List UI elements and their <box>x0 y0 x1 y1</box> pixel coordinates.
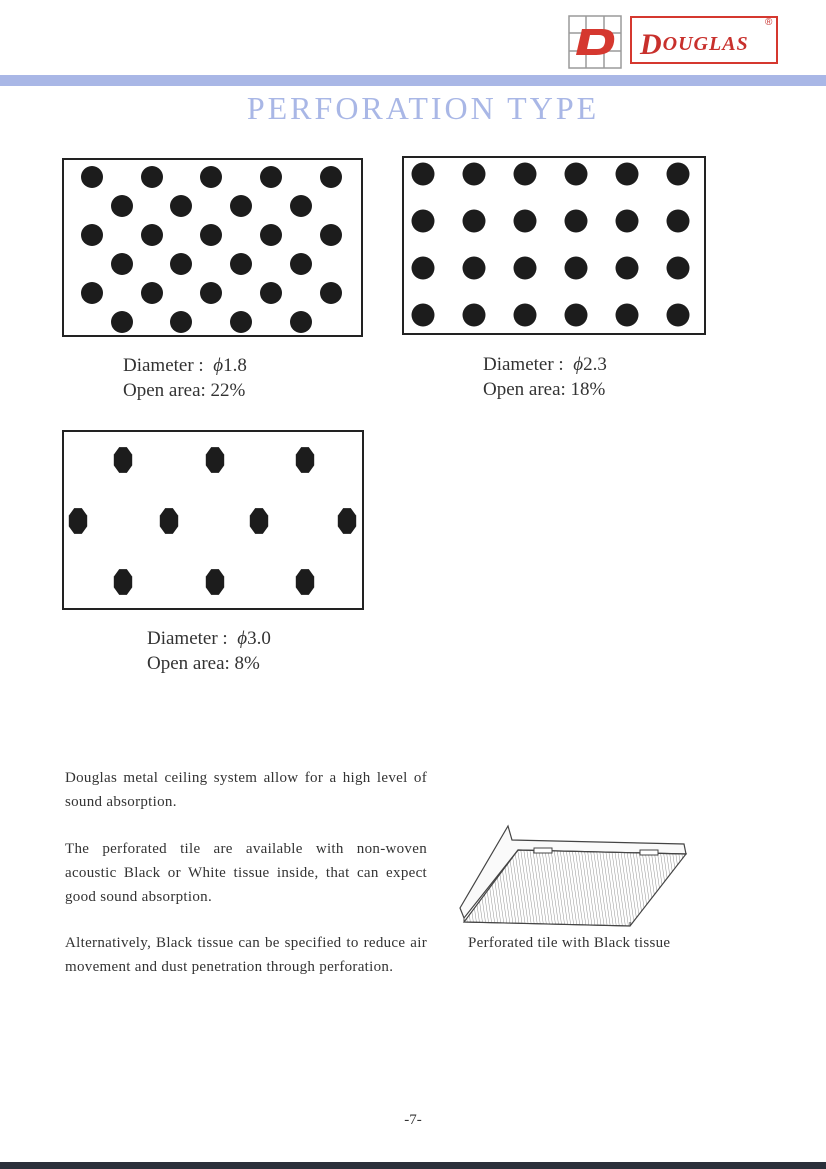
perforation-hole <box>114 569 132 595</box>
perforation-hole <box>412 257 435 280</box>
perforation-hole <box>260 166 282 188</box>
perforation-hole <box>230 253 252 275</box>
perforation-hole <box>463 257 486 280</box>
perforation-hole <box>170 195 192 217</box>
perforation-hole <box>412 210 435 233</box>
perforation-panel-1 <box>62 158 363 337</box>
perforation-hole <box>200 166 222 188</box>
diameter-symbol-icon: ϕ <box>213 355 224 376</box>
perforation-hole <box>250 508 268 534</box>
perforation-panel-2 <box>402 156 706 335</box>
perforation-hole <box>290 253 312 275</box>
perforation-hole <box>170 253 192 275</box>
perforation-hole <box>111 195 133 217</box>
perforation-caption-3: Diameter : ϕ3.0 Open area: 8% <box>147 628 271 674</box>
perforation-hole <box>320 282 342 304</box>
perforation-hole <box>141 224 163 246</box>
page-number: -7- <box>404 1112 422 1128</box>
perforation-hole <box>565 210 588 233</box>
perforation-hole <box>260 282 282 304</box>
perforation-hole <box>667 257 690 280</box>
perforation-caption-2: Diameter : ϕ2.3 Open area: 18% <box>483 354 607 400</box>
perforation-hole <box>616 304 639 327</box>
diameter-symbol-icon: ϕ <box>237 628 248 649</box>
perforation-hole <box>230 195 252 217</box>
perforation-hole <box>141 166 163 188</box>
perforation-panel-3 <box>62 430 364 610</box>
perforation-hole <box>296 569 314 595</box>
perforation-hole <box>338 508 356 534</box>
perforation-hole <box>206 447 224 473</box>
perforation-hole <box>565 163 588 186</box>
brand-wordmark: DOUGLAS <box>640 28 749 61</box>
perforation-hole <box>667 163 690 186</box>
perforated-tile-illustration <box>456 822 696 932</box>
perforation-hole <box>667 304 690 327</box>
perforation-hole <box>290 195 312 217</box>
perforation-hole <box>260 224 282 246</box>
perforation-hole <box>565 304 588 327</box>
perforation-hole <box>200 224 222 246</box>
perforation-hole <box>170 311 192 333</box>
perforation-hole <box>81 166 103 188</box>
perforation-pattern-1 <box>64 160 361 335</box>
description-paragraph-2: The perforated tile are available with non-woven acoustic Black or White tissue inside, that can expect good sound absorption. <box>65 841 427 905</box>
perforation-hole <box>141 282 163 304</box>
perforation-hole <box>320 224 342 246</box>
perforation-hole <box>296 447 314 473</box>
perforation-hole <box>514 163 537 186</box>
perforation-hole <box>616 210 639 233</box>
perforation-hole <box>160 508 178 534</box>
description-paragraph-3: Alternatively, Black tissue can be specified to reduce air movement and dust penetration through perforation. <box>65 935 427 975</box>
perforation-hole <box>667 210 690 233</box>
perforation-hole <box>111 311 133 333</box>
perforation-hole <box>206 569 224 595</box>
perforation-pattern-3 <box>64 432 362 608</box>
perforation-hole <box>412 163 435 186</box>
footer-band <box>0 1162 826 1169</box>
perforation-hole <box>616 163 639 186</box>
perforation-caption-1: Diameter : ϕ1.8 Open area: 22% <box>123 355 247 401</box>
perforation-hole <box>565 257 588 280</box>
perforation-hole <box>230 311 252 333</box>
douglas-logo-mark <box>568 15 622 69</box>
perforation-hole <box>514 304 537 327</box>
perforation-hole <box>200 282 222 304</box>
perforation-pattern-2 <box>404 158 704 333</box>
perforation-hole <box>412 304 435 327</box>
perforation-hole <box>114 447 132 473</box>
perforation-hole <box>81 282 103 304</box>
perforation-hole <box>320 166 342 188</box>
perforation-hole <box>463 163 486 186</box>
perforation-hole <box>290 311 312 333</box>
description-paragraph-1: Douglas metal ceiling system allow for a high level of sound absorption. <box>65 770 427 810</box>
perforation-hole <box>81 224 103 246</box>
perforation-hole <box>463 210 486 233</box>
tile-caption: Perforated tile with Black tissue <box>468 935 671 951</box>
diameter-symbol-icon: ϕ <box>573 354 584 375</box>
perforation-hole <box>69 508 87 534</box>
page-title: PERFORATION TYPE <box>246 90 600 126</box>
perforation-hole <box>616 257 639 280</box>
perforation-hole <box>463 304 486 327</box>
registered-mark-icon: ® <box>765 17 773 28</box>
perforation-hole <box>514 257 537 280</box>
perforation-hole <box>514 210 537 233</box>
header-accent-band <box>0 75 826 86</box>
perforation-hole <box>111 253 133 275</box>
